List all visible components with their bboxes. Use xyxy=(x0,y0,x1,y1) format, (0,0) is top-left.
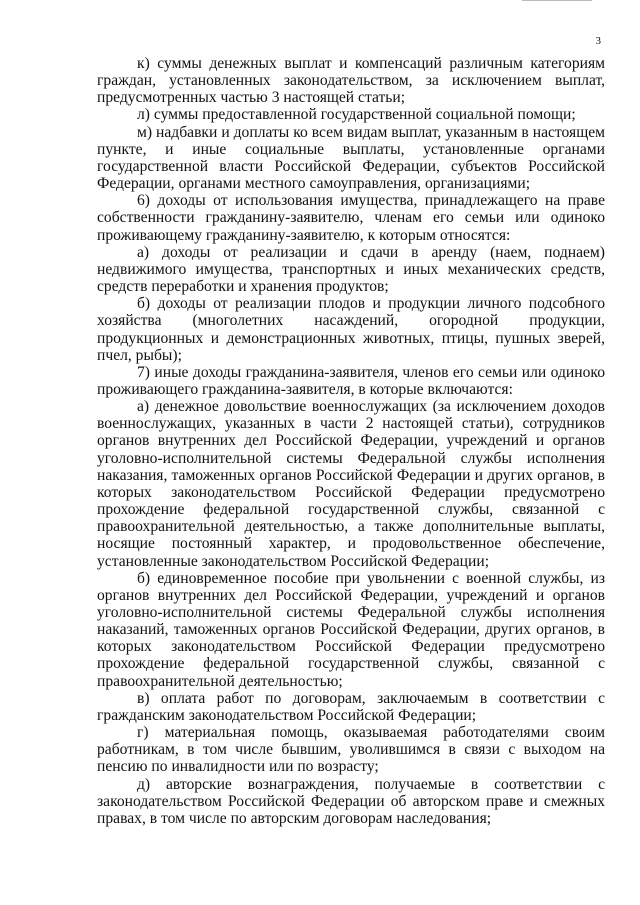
page-number: 3 xyxy=(595,35,601,47)
paragraph-m: м) надбавки и доплаты ко всем видам выплат, указанным в настоящем пункте, и иные социальные выплаты, установленные органами государственной власти Российской Федерации, субъектов Российской Федерации, органами местного самоуправления, организациями; xyxy=(97,123,605,193)
scan-edge-mark xyxy=(522,0,592,3)
paragraph-k: к) суммы денежных выплат и компенсаций различным категориям граждан, установленных законодательством, за исключением выплат, предусмотренных частью 3 настоящей статьи; xyxy=(97,55,605,107)
paragraph-7g: г) материальная помощь, оказываемая работодателями своим работникам, в том числе бывшим, уволившимся в связи с выходом на пенсию по инвалидности или по возрасту; xyxy=(97,724,605,776)
document-body xyxy=(97,55,605,827)
paragraph-7: 7) иные доходы гражданина-заявителя, членов его семьи или одиноко проживающего гражданина-заявителя, в которые включаются: xyxy=(97,363,605,398)
paragraph-6a: а) доходы от реализации и сдачи в аренду (наем, поднаем) недвижимого имущества, транспортных и иных механических средств, средств переработки и хранения продуктов; xyxy=(97,243,605,296)
paragraph-7d: д) авторские вознаграждения, получаемые в соответствии с законодательством Российской Федерации об авторском праве и смежных правах, в том числе по авторским договорам наследования; xyxy=(97,775,605,827)
paragraph-7a: а) денежное довольствие военнослужащих (за исключением доходов военнослужащих, указанных в части 2 настоящей статьи), сотрудников органов внутренних дел Российской Федерации, учреждений и органов уголовно-исполнительной системы Федеральной службы исполнения наказания, таможенных органов Российской Федерации и других органов, в которых законодательством Российской Федерации предусмотрено прохождение федеральной государственной службы, связанной с правоохранительной деятельностью, а также дополнительные выплаты, носящие постоянный характер, и продовольственное обеспечение, установленные законодательством Российской Федерации; xyxy=(97,398,605,570)
paragraph-7b: б) единовременное пособие при увольнении с военной службы, из органов внутренних дел Российской Федерации, учреждений и органов уголовно-исполнительной системы Федеральной службы исполнения наказаний, таможенных органов Российской Федерации, других органов, в которых законодательством Российской Федерации предусмотрено прохождение федеральной государственной службы, связанной с правоохранительной деятельностью; xyxy=(97,569,605,690)
paragraph-7v: в) оплата работ по договорам, заключаемым в соответствии с гражданским законодательством Российской Федерации; xyxy=(97,689,605,724)
paragraph-l: л) суммы предоставленной государственной социальной помощи; xyxy=(137,106,576,124)
paragraph-6b: б) доходы от реализации плодов и продукции личного подсобного хозяйства (многолетних насаждений, огородной продукции, продукционных и демонстрационных животных, птицы, пушных зверей, пчел, рыбы); xyxy=(97,295,605,364)
paragraph-6: 6) доходы от использования имущества, принадлежащего на праве собственности гражданину-заявителю, членам его семьи или одиноко проживающему гражданину-заявителю, к которым относятся: xyxy=(97,192,605,244)
